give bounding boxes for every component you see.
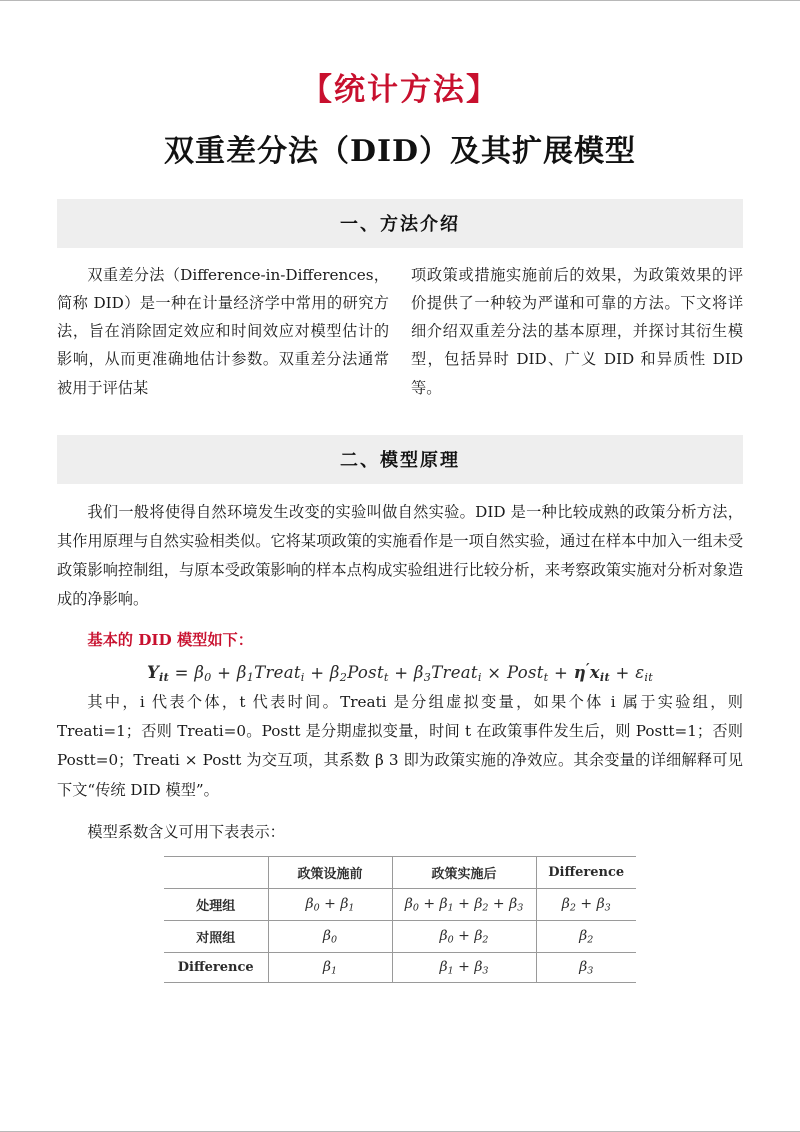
formula-plus-2: +	[310, 662, 325, 682]
table-header-difference: Difference	[536, 856, 636, 888]
section-2-paragraph-1: 我们一般将使得自然环境发生改变的实验叫做自然实验。DID 是一种比较成熟的政策分析方法，其作用原理与自然实验相类似。它将某项政策的实施看作是一项自然实验，通过在样本中加入一组未受政策影响控制组，与原本受政策影响的样本点构成实验组进行比较分析，来考察政策实施对分析对象造成的净影响。	[57, 502, 743, 609]
section-heading-2: 二、模型原理	[57, 435, 743, 484]
section-1-body	[57, 261, 743, 402]
table-row-label: Difference	[164, 952, 268, 983]
coefficient-table	[164, 856, 636, 984]
table-header-post-policy: 政策实施后	[392, 856, 536, 888]
formula-plus-3: +	[394, 662, 409, 682]
page-content	[0, 73, 800, 983]
section-heading-1: 一、方法介绍	[57, 199, 743, 248]
did-formula	[57, 662, 743, 684]
did-model-note: 基本的 DID 模型如下：	[87, 630, 253, 649]
formula-beta0: $\beta_0$	[194, 662, 212, 685]
table-cell: $\beta_0 + \beta_1 + \beta_2 + \beta_3$	[392, 888, 536, 920]
formula-plus-5: +	[615, 662, 630, 682]
table-cell: $\beta_3$	[536, 952, 636, 983]
table-cell: $\beta_0 + \beta_2$	[392, 920, 536, 952]
table-row-label: 处理组	[164, 888, 268, 920]
formula-times: ×	[487, 662, 502, 682]
formula-beta2-post: $\beta_2Post_t$	[329, 662, 389, 685]
table-cell: $\beta_2$	[536, 920, 636, 952]
table-cell: $\beta_0$	[268, 920, 392, 952]
table-cell: $\beta_0 + \beta_1$	[268, 888, 392, 920]
page-kicker: 【统计方法】	[301, 72, 499, 108]
formula-post-2: Post$_t$	[506, 662, 549, 685]
table-row-label: 对照组	[164, 920, 268, 952]
table-intro-text: 模型系数含义可用下表表示：	[87, 822, 285, 841]
page-title: 双重差分法（DID）及其扩展模型	[163, 134, 637, 170]
formula-lhs: $Y_{it}$	[146, 662, 170, 685]
formula-epsilon: $\varepsilon_{it}$	[635, 662, 654, 685]
table-header-pre-policy: 政策设施前	[268, 856, 392, 888]
table-row	[164, 952, 636, 983]
formula-plus-1: +	[217, 662, 232, 682]
table-header-row	[164, 856, 636, 888]
table-row	[164, 920, 636, 952]
section-2-paragraph-2: 其中，i 代表个体，t 代表时间。Treati 是分组虚拟变量，如果个体 i 属于实验组，则 Treati=1；否则 Treati=0。Postt 是分期虚拟变量，时间 t 在政策事件发生后，则 Postt=1；否则 Postt=0；Treati × Postt 为交互项，其系数 β 3 即为政策实施的净效应。其余变量的详细解释可见下文“传统 DID 模型”。	[57, 693, 743, 799]
formula-plus-4: +	[554, 662, 569, 682]
table-row	[164, 888, 636, 920]
formula-eta-x: $\eta'x_{it}$	[573, 661, 610, 685]
table-body	[164, 888, 636, 983]
section-1-column-right: 项政策或措施实施前后的效果，为政策效果的评价提供了一种较为严谨和可靠的方法。下文将详细介绍双重差分法的基本原理，并探讨其衍生模型，包括异时 DID、广义 DID 和异质性 DID 等。	[411, 265, 743, 397]
formula-beta1-treat: $\beta_1Treat_i$	[236, 662, 305, 685]
table-cell: $\beta_1 + \beta_3$	[392, 952, 536, 983]
formula-equals: =	[174, 662, 189, 682]
coefficient-table-wrap	[57, 856, 743, 984]
table-cell: $\beta_2 + \beta_3$	[536, 888, 636, 920]
table-corner-cell	[164, 856, 268, 888]
formula-beta3-interaction: $\beta_3Treat_i$	[413, 662, 482, 685]
section-1-column-left: 双重差分法（Difference-in-Differences，简称 DID）是一种在计量经济学中常用的研究方法，旨在消除固定效应和时间效应对模型估计的影响，从而更准确地估计参数。双重差分法通常被用于评估某	[57, 265, 389, 397]
table-cell: $\beta_1$	[268, 952, 392, 983]
